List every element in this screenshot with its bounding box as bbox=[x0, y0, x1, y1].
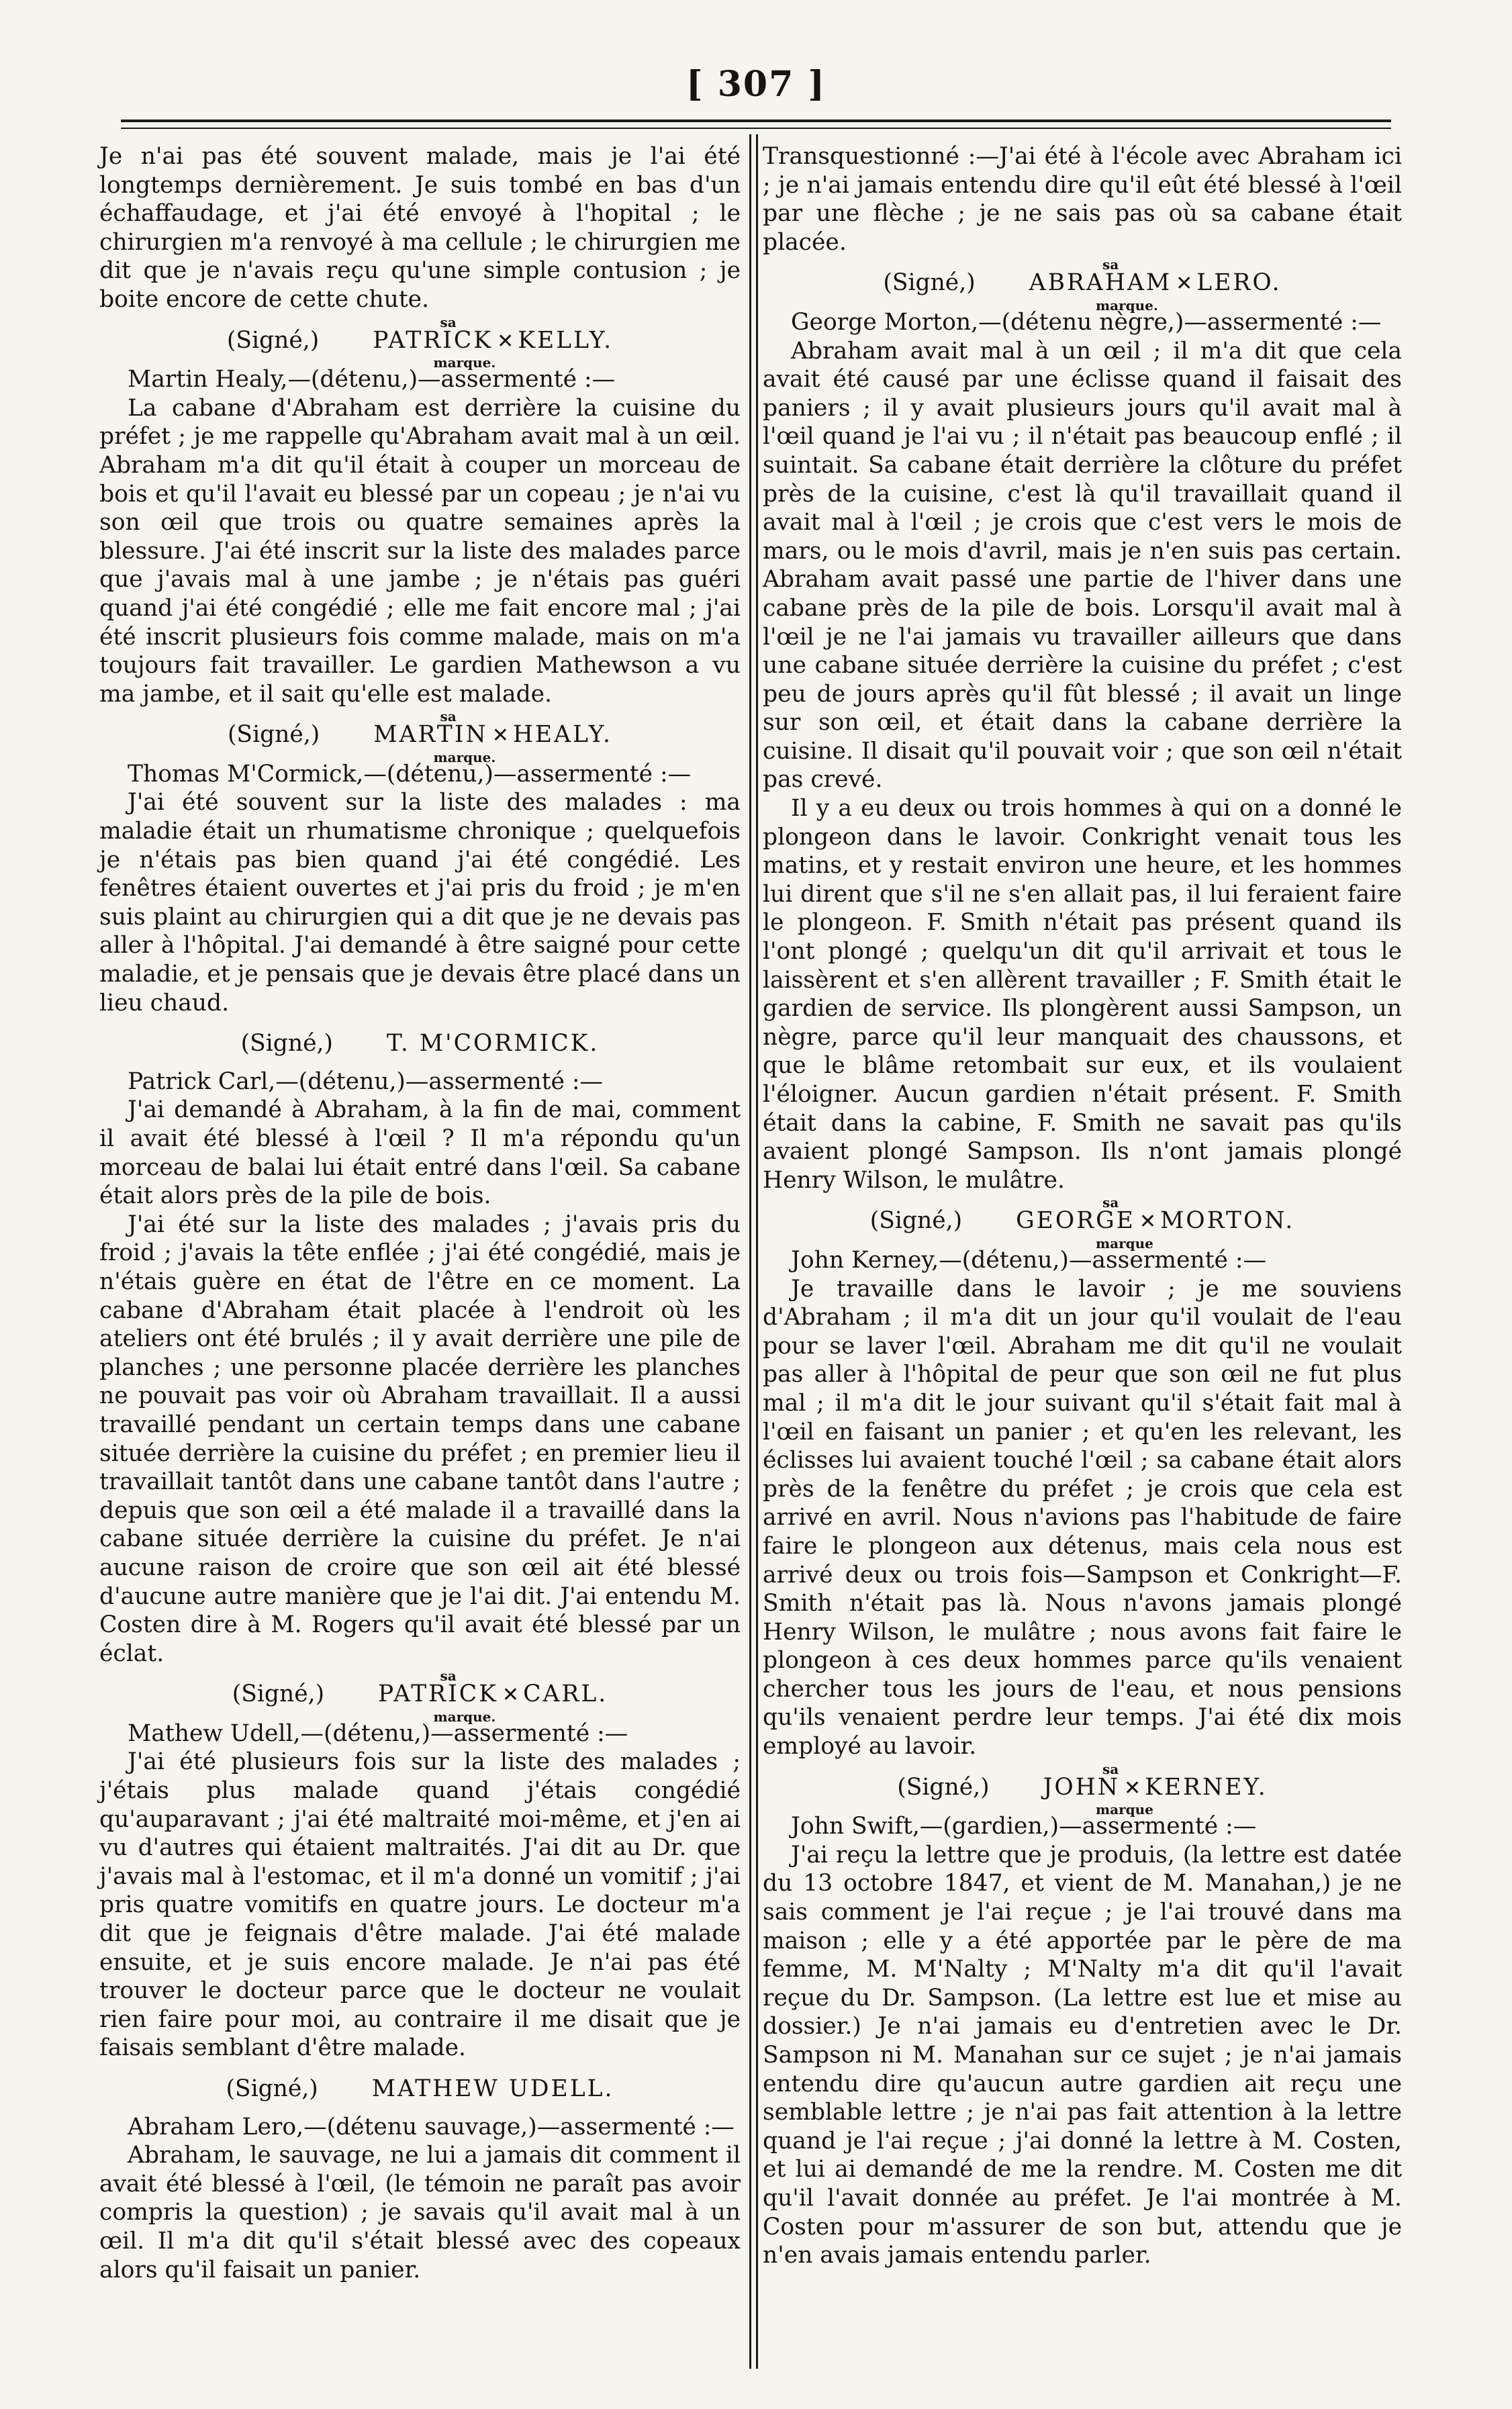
signatory-last-name: MORTON. bbox=[1160, 1207, 1295, 1235]
column-divider bbox=[756, 134, 758, 2369]
marque-label: marque. bbox=[433, 355, 496, 371]
testimony-paragraph: J'ai demandé à Abraham, à la fin de mai, comment il avait été blessé à l'œil ? Il m'a répondu qu'un morceau de balai lui était entré dans l'œil. Sa cabane était alors près de la pile de bois. bbox=[99, 1096, 741, 1210]
signature-label: (Signé,) bbox=[232, 1681, 325, 1708]
testimony-paragraph: Je n'ai pas été souvent malade, mais je l'ai été longtemps dernièrement. Je suis tombé en bas d'un échaffaudage, et j'ai été envoyé à l'hopital ; le chirurgien m'a renvoyé à ma cellule ; le chirurgien me dit que je n'avais reçu qu'une simple contusion ; je boite encore de cette chute. bbox=[99, 143, 741, 313]
marque-label: marque bbox=[1096, 1235, 1153, 1251]
sa-label: sa bbox=[1102, 1194, 1119, 1211]
witness-heading: Abraham Lero,—(détenu sauvage,)—assermenté :— bbox=[128, 2113, 735, 2140]
signature-line bbox=[99, 708, 741, 765]
sa-label: sa bbox=[1102, 256, 1119, 273]
witness-heading: John Kerney,—(détenu,)—assermenté :— bbox=[791, 1246, 1266, 1274]
witness-heading: Thomas M'Cormick,—(détenu,)—assermenté :— bbox=[128, 760, 692, 788]
signatory-last-name: KERNEY. bbox=[1145, 1773, 1268, 1801]
testimony-paragraph: J'ai été souvent sur la liste des malades : ma maladie était un rhumatisme chronique ; quelquefois je n'étais pas bien quand j'ai été congédié. Les fenêtres étaient ouvertes et j'ai pris du froid ; je m'en suis plaint au chirurgien qui a dit que je ne devais pas aller à l'hôpital. J'ai demandé à être saigné pour cette maladie, et je pensais que je devais être placé dans un lieu chaud. bbox=[99, 789, 741, 1017]
marque-label: marque. bbox=[433, 749, 496, 765]
testimony-paragraph: J'ai été plusieurs fois sur la liste des malades ; j'étais plus malade quand j'étais congédié qu'auparavant ; j'ai été maltraité moi-même, et j'en ai vu d'autres qui étaient maltraités. J'ai dit au Dr. que j'avais mal à l'estomac, et il m'a donné un vomitif ; j'ai pris quatre vomitifs en quatre jours. Le docteur m'a dit que je feignais d'être malade. J'ai été malade ensuite, et je suis encore malade. Je n'ai pas été trouver le docteur parce que le docteur ne voulait rien faire pour moi, au contraire il me disait que je faisais semblant d'être malade. bbox=[99, 1748, 741, 2062]
sa-label: sa bbox=[440, 314, 457, 330]
witness-heading: Martin Healy,—(détenu,)—assermenté :— bbox=[128, 366, 616, 393]
signature-label: (Signé,) bbox=[240, 1030, 333, 1057]
signature-label: (Signé,) bbox=[226, 2075, 318, 2102]
marque-label: marque. bbox=[433, 1708, 496, 1725]
signature-line bbox=[763, 1194, 1402, 1251]
page-number: [ 307 ] bbox=[686, 64, 826, 105]
column-divider bbox=[749, 134, 751, 2369]
signatory-first-name: T. M'CORMICK. bbox=[386, 1030, 600, 1057]
testimony-paragraph: Je travaille dans le lavoir ; je me souviens d'Abraham ; il m'a dit un jour qu'il voulait de l'eau pour se laver l'œil. Abraham me dit qu'il ne voulait pas aller à l'hôpital de peur que son œil ne fut plus mal ; il m'a dit le jour suivant qu'il s'était fait mal à l'œil en faisant un panier ; et qu'en les relevant, les éclisses lui avaient touché l'œil ; sa cabane était alors près de la fenêtre du préfet ; je crois que cela est arrivé en avril. Nous n'avions pas l'habitude de faire faire le plongeon aux détenus, mais cela nous est arrivé deux ou trois fois—Sampson et Conkright—F. Smith n'était pas là. Nous n'avons jamais plongé Henry Wilson, le mulâtre ; nous avons fait faire le plongeon à ces deux hommes parce qu'ils venaient chercher tous les jours de l'eau, et nous pensions qu'ils venaient perdre leur temps. J'ai été dix mois employé au lavoir. bbox=[763, 1275, 1402, 1760]
signature-mark-icon: ✕ bbox=[1123, 1776, 1141, 1800]
testimony-paragraph: Transquestionné :—J'ai été à l'école avec Abraham ici ; je n'ai jamais entendu dire qu'il eût été blessé à l'œil par une flèche ; je ne sais pas où sa cabane était placée. bbox=[763, 143, 1402, 256]
testimony-paragraph: J'ai été sur la liste des malades ; j'avais pris du froid ; j'avais la tête enflée ; j'ai été congédié, mais je n'étais guère en état de l'être en ce moment. La cabane d'Abraham était placée à l'endroit où les ateliers ont été brulés ; il y avait derrière une pile de planches ; une personne placée derrière les planches ne pouvait pas voir où Abraham travaillait. Il a aussi travaillé pendant un certain temps dans une cabane située derrière la cuisine du préfet ; en premier lieu il travaillait tantôt dans une cabane tantôt dans l'autre ; depuis que son œil a été malade il a travaillé dans la cabane située derrière la cuisine du préfet. Je n'ai aucune raison de croire que son œil ait été blessé d'aucune autre manière que je l'ai dit. J'ai entendu M. Costen dire à M. Rogers qu'il avait été blessé par un éclat. bbox=[99, 1211, 741, 1667]
sa-label: sa bbox=[1102, 1760, 1119, 1777]
sa-label: sa bbox=[440, 708, 457, 725]
witness-heading: Mathew Udell,—(détenu,)—assermenté :— bbox=[128, 1719, 628, 1747]
header-rule-thin bbox=[121, 128, 1391, 129]
signatory-first-name: MATHEW UDELL. bbox=[371, 2075, 614, 2102]
signature-mark-icon: ✕ bbox=[491, 724, 509, 748]
right-column bbox=[763, 142, 1402, 2270]
signature-line bbox=[763, 256, 1402, 314]
testimony-paragraph: La cabane d'Abraham est derrière la cuisine du préfet ; je me rappelle qu'Abraham avait mal à un œil. Abraham m'a dit qu'il était à couper un morceau de bois et qu'il l'avait eu blessé par un copeau ; je n'ai vu son œil que trois ou quatre semaines après la blessure. J'ai été inscrit sur la liste des malades parce que j'avais mal à une jambe ; je n'étais pas guéri quand j'ai été congédié ; elle me fait encore mal ; j'ai été inscrit plusieurs fois comme malade, mais on m'a toujours fait travailler. Le gardien Mathewson a vu ma jambe, et il sait qu'elle est malade. bbox=[99, 394, 741, 708]
testimony-paragraph: Abraham avait mal à un œil ; il m'a dit que cela avait été causé par une éclisse quand il faisait des paniers ; il y avait plusieurs jours qu'il avait mal à l'œil quand je l'ai vu ; il n'était pas beaucoup enflé ; il suintait. Sa cabane était derrière la clôture du préfet près de la cuisine, c'est là qu'il travaillait quand il avait mal à l'œil ; je crois que c'est vers le mois de mars, ou le mois d'avril, mais je n'en suis pas certain. Abraham avait passé une partie de l'hiver dans une cabane près de la pile de bois. Lorsqu'il avait mal à l'œil je ne l'ai jamais vu travailler ailleurs que dans une cabane située derrière la cuisine du préfet ; c'est peu de jours après qu'il fût blessé ; il avait un linge sur son œil, et était dans la cabane derrière la cuisine. Il disait qu'il pouvait voir ; que son œil n'était pas crevé. bbox=[763, 337, 1402, 794]
testimony-paragraph: Il y a eu deux ou trois hommes à qui on a donné le plongeon dans le lavoir. Conkright venait tous les matins, et y restait environ une heure, et les hommes lui dirent que s'il ne s'en allait pas, il lui feraient faire le plongeon. F. Smith n'était pas présent quand ils l'ont plongé ; quelqu'un dit qu'il arrivait et tous le laissèrent et s'en allèrent travailler ; F. Smith était le gardien de service. Ils plongèrent aussi Sampson, un nègre, parce qu'il leur manquait des chaussons, et que le blâme retombait sur eux, et ils voulaient l'éloigner. Aucun gardien n'était présent. F. Smith était dans la cabine, F. Smith ne savait pas qu'ils avaient plongé Sampson. Ils n'ont jamais plongé Henry Wilson, le mulâtre. bbox=[763, 795, 1402, 1194]
marque-label: marque bbox=[1096, 1801, 1153, 1818]
signature-label: (Signé,) bbox=[869, 1207, 963, 1235]
signature-mark-icon: ✕ bbox=[1139, 1210, 1156, 1234]
signature-mark-icon: ✕ bbox=[497, 329, 514, 353]
signature-label: (Signé,) bbox=[227, 721, 320, 749]
sa-label: sa bbox=[440, 1668, 457, 1685]
signature-label: (Signé,) bbox=[897, 1773, 990, 1801]
signatory-last-name: CARL. bbox=[523, 1681, 608, 1708]
signature-label: (Signé,) bbox=[226, 326, 320, 354]
signature-line bbox=[99, 2075, 741, 2104]
signature-label: (Signé,) bbox=[883, 269, 976, 297]
signatory-first-name: GEORGE bbox=[1016, 1207, 1135, 1235]
testimony-paragraph: Abraham, le sauvage, ne lui a jamais dit comment il avait été blessé à l'œil, (le témoin ne paraît pas avoir compris la question) ; je savais qu'il avait mal à un œil. Il m'a dit qu'il s'était blessé avec des copeaux alors qu'il faisait un panier. bbox=[99, 2142, 741, 2283]
signatory-last-name: KELLY. bbox=[518, 326, 614, 354]
signatory-last-name: LERO. bbox=[1196, 269, 1282, 297]
signature-mark-icon: ✕ bbox=[502, 1683, 520, 1707]
signatory-first-name: JOHN bbox=[1043, 1773, 1120, 1801]
header-rule bbox=[121, 120, 1391, 122]
left-column bbox=[99, 142, 741, 2284]
signatory-first-name: PATRICK bbox=[378, 1681, 498, 1708]
signature-line bbox=[99, 314, 741, 371]
signatory-first-name: PATRICK bbox=[373, 326, 493, 354]
marque-label: marque. bbox=[1096, 297, 1158, 314]
testimony-paragraph: J'ai reçu la lettre que je produis, (la lettre est datée du 13 octobre 1847, et vient de M. Manahan,) je ne sais comment je l'ai reçue ; je l'ai trouvé dans ma maison ; elle y a été apportée par le père de ma femme, M. M'Nalty ; M'Nalty m'a dit qu'il l'avait reçue du Dr. Sampson. (La lettre est lue et mise au dossier.) Je n'ai jamais eu d'entretien avec le Dr. Sampson ni M. Manahan sur ce sujet ; je n'ai jamais entendu dire qu'aucun autre gardien ait reçu une semblable lettre ; je n'ai pas fait attention à la lettre quand je l'ai reçue ; j'ai donné la lettre à M. Costen, et lui ai demandé de me la rendre. M. Costen me dit qu'il l'avait donnée au préfet. Je l'ai montrée à M. Costen pour m'assurer de son but, attendu que je n'en avais jamais entendu parler. bbox=[763, 1841, 1402, 2269]
signatory-first-name: ABRAHAM bbox=[1029, 269, 1172, 297]
signature-mark-icon: ✕ bbox=[1176, 272, 1193, 296]
witness-heading: Patrick Carl,—(détenu,)—assermenté :— bbox=[128, 1068, 603, 1095]
signatory-last-name: HEALY. bbox=[512, 721, 613, 749]
signature-line bbox=[99, 1029, 741, 1058]
witness-heading: John Swift,—(gardien,)—assermenté :— bbox=[791, 1813, 1257, 1840]
witness-heading: George Morton,—(détenu nègre,)—assermenté :— bbox=[791, 308, 1382, 336]
signature-line bbox=[99, 1668, 741, 1725]
signature-line bbox=[763, 1760, 1402, 1818]
signatory-first-name: MARTIN bbox=[373, 721, 488, 749]
